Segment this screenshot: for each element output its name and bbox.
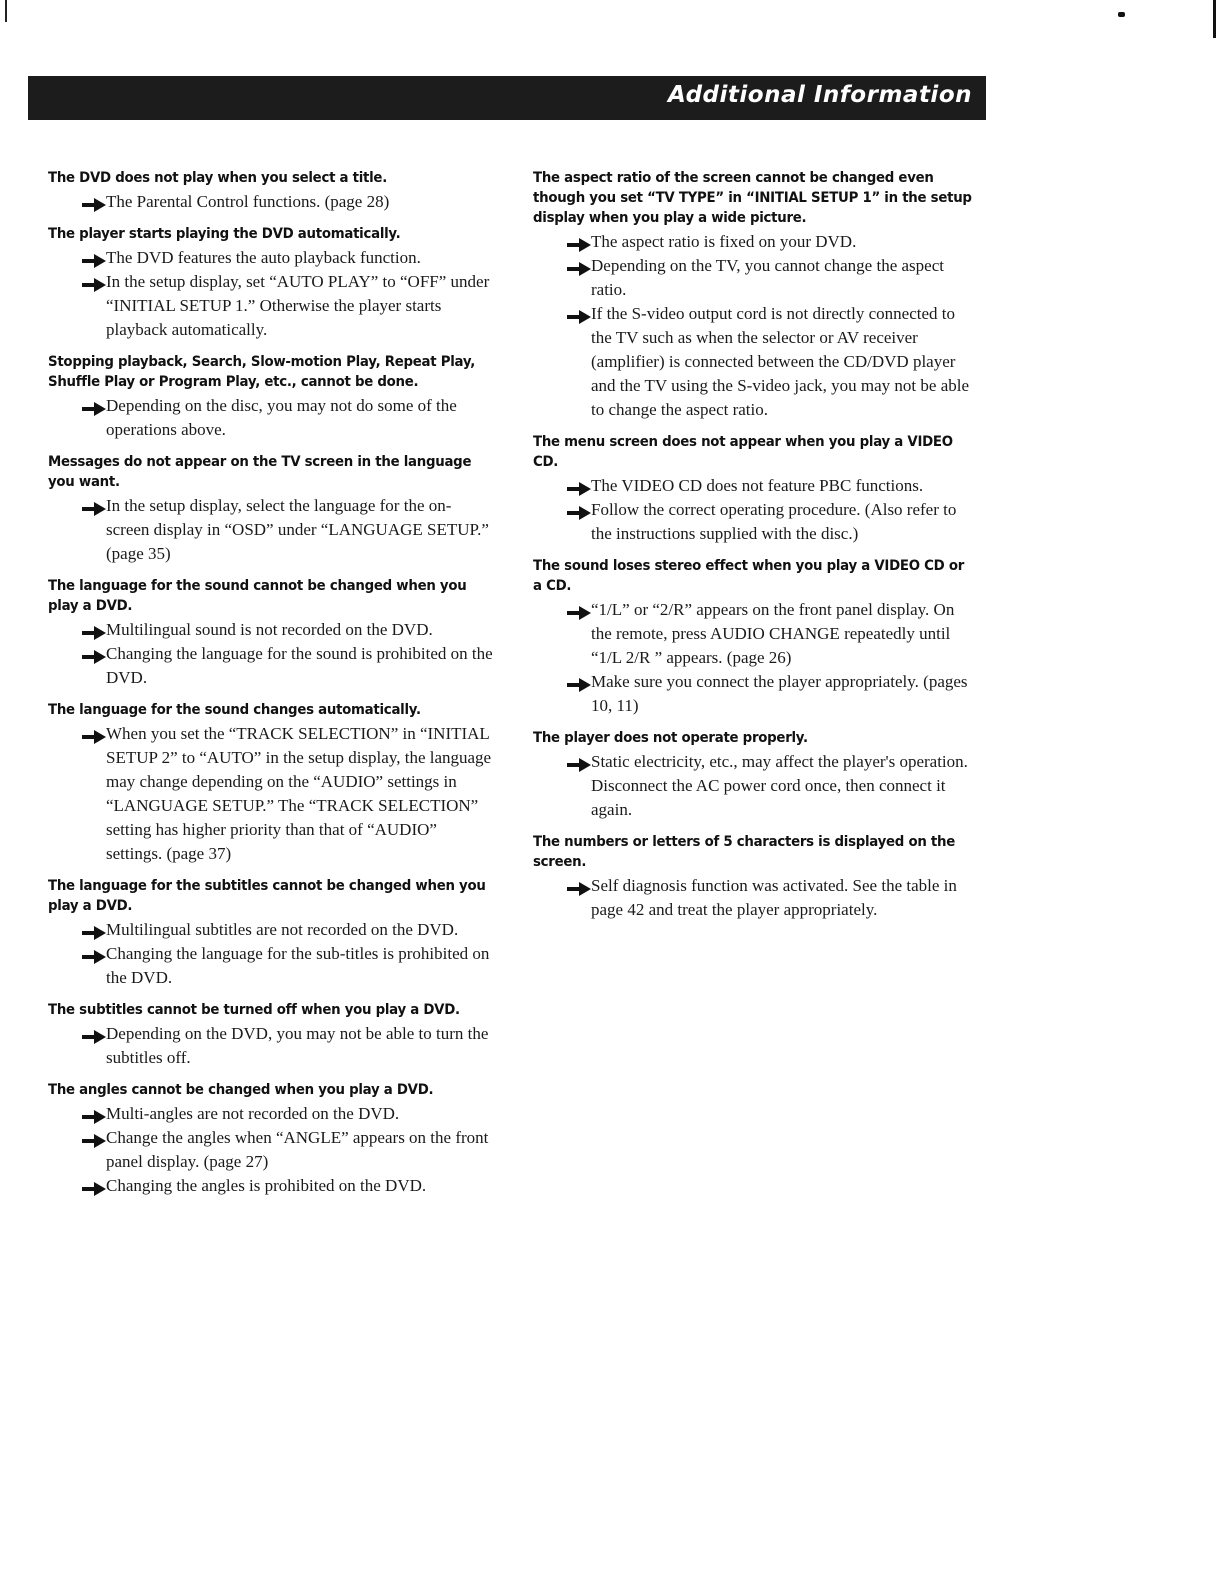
arrow-icon: [567, 307, 591, 321]
arrow-icon: [567, 479, 591, 493]
remedy-text: Changing the language for the sound is prohibited on the DVD.: [106, 644, 493, 687]
remedy-text: Follow the correct operating procedure. (Also refer to the instructions supplied with the disc.): [591, 500, 957, 543]
remedy-item: [48, 246, 493, 270]
arrow-icon: [567, 503, 591, 517]
remedy-text: Changing the language for the sub-titles is prohibited on the DVD.: [106, 944, 490, 987]
remedy-text: Depending on the DVD, you may not be able to turn the subtitles off.: [106, 1024, 489, 1067]
remedy-item: [533, 670, 978, 718]
troubleshooting-entry: [48, 224, 493, 342]
problem-heading: The language for the subtitles cannot be changed when you play a DVD.: [48, 878, 486, 914]
arrow-icon: [567, 675, 591, 689]
remedy-item: [533, 598, 978, 670]
arrow-icon: [567, 259, 591, 273]
problem-heading: The aspect ratio of the screen cannot be changed even though you set “TV TYPE” in “INITIAL SETUP 1” in the setup display when you play a wide picture.: [533, 170, 972, 226]
arrow-icon: [82, 1107, 106, 1121]
left-column: [48, 168, 493, 1208]
page-edge-mark: [1213, 0, 1216, 38]
troubleshooting-entry: [533, 728, 978, 822]
remedy-item: [48, 494, 493, 566]
troubleshooting-entry: [533, 556, 978, 718]
remedy-item: [533, 254, 978, 302]
remedy-text: The aspect ratio is fixed on your DVD.: [591, 232, 857, 251]
section-title: Additional Information: [668, 82, 972, 108]
arrow-icon: [567, 235, 591, 249]
remedy-text: Multi-angles are not recorded on the DVD.: [106, 1104, 400, 1123]
troubleshooting-entry: [533, 832, 978, 922]
remedy-item: [48, 394, 493, 442]
remedy-item: [533, 230, 978, 254]
arrow-icon: [82, 1027, 106, 1041]
remedy-text: Self diagnosis function was activated. See the table in page 42 and treat the player appropriately.: [591, 876, 957, 919]
remedy-item: [48, 1126, 493, 1174]
remedy-item: [533, 302, 978, 422]
troubleshooting-entry: [48, 576, 493, 690]
troubleshooting-entry: [533, 432, 978, 546]
problem-heading: The subtitles cannot be turned off when you play a DVD.: [48, 1002, 460, 1018]
remedy-item: [48, 642, 493, 690]
page-edge-mark: [5, 0, 7, 22]
troubleshooting-entry: [48, 1080, 493, 1198]
remedy-item: [48, 618, 493, 642]
remedy-text: The Parental Control functions. (page 28): [106, 192, 390, 211]
remedy-text: Depending on the disc, you may not do some of the operations above.: [106, 396, 457, 439]
remedy-item: [533, 750, 978, 822]
right-column: [533, 168, 978, 932]
arrow-icon: [82, 1179, 106, 1193]
remedy-item: [48, 190, 493, 214]
problem-heading: The language for the sound changes automatically.: [48, 702, 421, 718]
arrow-icon: [567, 755, 591, 769]
remedy-item: [533, 474, 978, 498]
problem-heading: The player starts playing the DVD automatically.: [48, 226, 401, 242]
problem-heading: Stopping playback, Search, Slow-motion Play, Repeat Play, Shuffle Play or Program Play, etc., cannot be done.: [48, 354, 476, 390]
problem-heading: The sound loses stereo effect when you play a VIDEO CD or a CD.: [533, 558, 965, 594]
arrow-icon: [82, 251, 106, 265]
troubleshooting-entry: [48, 1000, 493, 1070]
remedy-item: [48, 918, 493, 942]
problem-heading: The angles cannot be changed when you play a DVD.: [48, 1082, 434, 1098]
remedy-item: [48, 942, 493, 990]
troubleshooting-entry: [48, 352, 493, 442]
problem-heading: Messages do not appear on the TV screen in the language you want.: [48, 454, 472, 490]
remedy-item: [48, 1022, 493, 1070]
problem-heading: The language for the sound cannot be changed when you play a DVD.: [48, 578, 467, 614]
arrow-icon: [567, 603, 591, 617]
remedy-item: [48, 1102, 493, 1126]
remedy-text: Change the angles when “ANGLE” appears on the front panel display. (page 27): [106, 1128, 489, 1171]
remedy-text: In the setup display, select the language for the on-screen display in “OSD” under “LANGUAGE SETUP.” (page 35): [106, 496, 489, 563]
section-header-bar: [28, 76, 986, 120]
arrow-icon: [567, 879, 591, 893]
arrow-icon: [82, 727, 106, 741]
remedy-text: Multilingual subtitles are not recorded on the DVD.: [106, 920, 459, 939]
arrow-icon: [82, 923, 106, 937]
arrow-icon: [82, 623, 106, 637]
remedy-text: Depending on the TV, you cannot change the aspect ratio.: [591, 256, 944, 299]
arrow-icon: [82, 1131, 106, 1145]
remedy-text: In the setup display, set “AUTO PLAY” to “OFF” under “INITIAL SETUP 1.” Otherwise the player starts playback automatically.: [106, 272, 490, 339]
troubleshooting-entry: [48, 700, 493, 866]
remedy-text: Static electricity, etc., may affect the player's operation. Disconnect the AC power cord once, then connect it again.: [591, 752, 968, 819]
remedy-item: [48, 722, 493, 866]
scan-speck: [1118, 12, 1125, 17]
remedy-text: Changing the angles is prohibited on the DVD.: [106, 1176, 427, 1195]
remedy-text: Make sure you connect the player appropriately. (pages 10, 11): [591, 672, 968, 715]
remedy-item: [48, 1174, 493, 1198]
remedy-text: Multilingual sound is not recorded on the DVD.: [106, 620, 433, 639]
remedy-item: [533, 874, 978, 922]
remedy-text: When you set the “TRACK SELECTION” in “INITIAL SETUP 2” to “AUTO” in the setup display, the language may change depending on the “AUDIO” settings in “LANGUAGE SETUP.” The “TRACK SELECTION” setting has higher priority than that of “AUDIO” settings. (page 37): [106, 724, 492, 863]
arrow-icon: [82, 275, 106, 289]
arrow-icon: [82, 647, 106, 661]
troubleshooting-entry: [48, 876, 493, 990]
remedy-text: The VIDEO CD does not feature PBC functions.: [591, 476, 924, 495]
troubleshooting-entry: [48, 168, 493, 214]
arrow-icon: [82, 947, 106, 961]
problem-heading: The DVD does not play when you select a title.: [48, 170, 388, 186]
remedy-text: If the S-video output cord is not directly connected to the TV such as when the selector or AV receiver (amplifier) is connected between the CD/DVD player and the TV using the S-video jack, you may not be able to change the aspect ratio.: [591, 304, 970, 419]
troubleshooting-entry: [48, 452, 493, 566]
problem-heading: The numbers or letters of 5 characters is displayed on the screen.: [533, 834, 956, 870]
problem-heading: The menu screen does not appear when you play a VIDEO CD.: [533, 434, 953, 470]
arrow-icon: [82, 195, 106, 209]
remedy-item: [48, 270, 493, 342]
problem-heading: The player does not operate properly.: [533, 730, 808, 746]
remedy-item: [533, 498, 978, 546]
remedy-text: The DVD features the auto playback function.: [106, 248, 421, 267]
remedy-text: “1/L” or “2/R” appears on the front panel display. On the remote, press AUDIO CHANGE repeatedly until “1/L 2/R ” appears. (page 26): [591, 600, 955, 667]
troubleshooting-entry: [533, 168, 978, 422]
arrow-icon: [82, 399, 106, 413]
arrow-icon: [82, 499, 106, 513]
